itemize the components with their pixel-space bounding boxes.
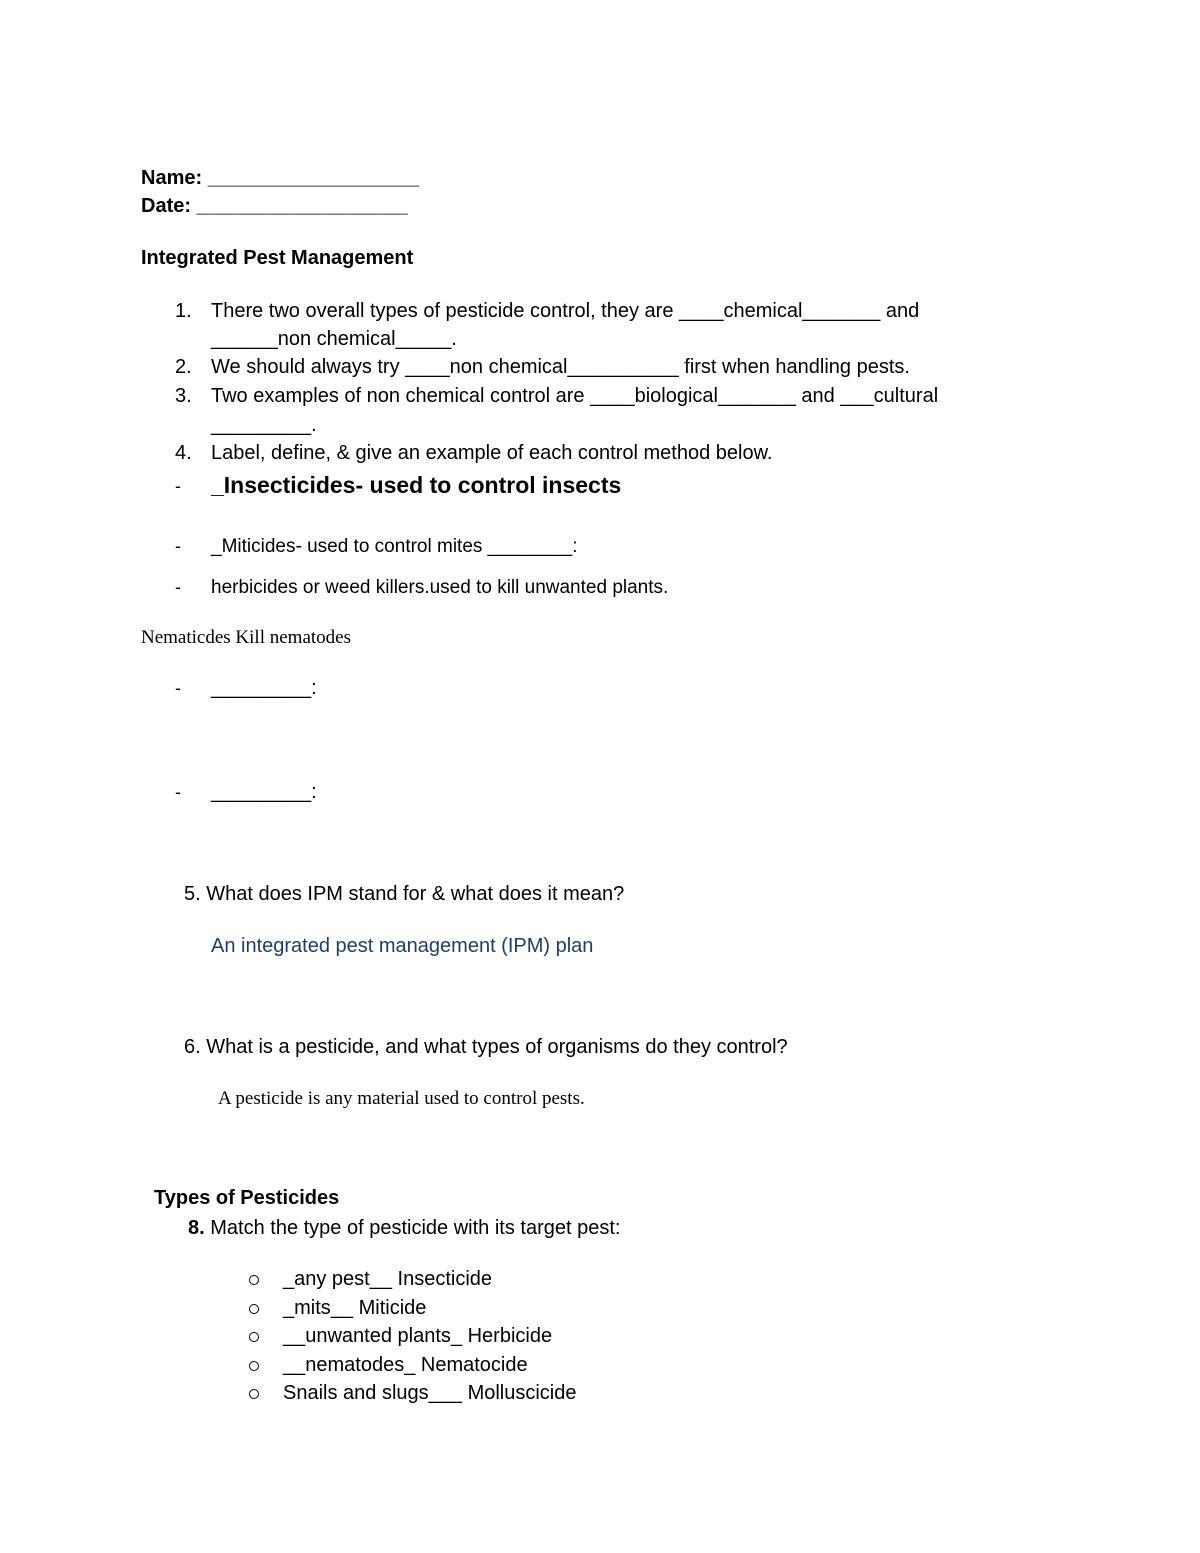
circle-bullet-icon	[249, 1304, 259, 1314]
question-3-line-1: Two examples of non chemical control are ____biological_______ and ___cultural	[211, 385, 939, 407]
question-2: We should always try ____non chemical__________ first when handling pests.	[211, 356, 910, 378]
question-8-number: 8.	[188, 1217, 205, 1239]
circle-bullet-icon	[249, 1361, 259, 1371]
herbicides-answer: herbicides or weed killers.used to kill unwanted plants.	[211, 577, 669, 598]
match-item: _mits__ Miticide	[283, 1297, 427, 1319]
insecticides-answer: _Insecticides- used to control insects	[211, 472, 622, 498]
question-number: 3.	[175, 385, 192, 407]
circle-bullet-icon	[249, 1275, 259, 1285]
question-number: 4.	[175, 442, 192, 464]
question-5: 5. What does IPM stand for & what does it mean?	[184, 883, 625, 905]
question-4: Label, define, & give an example of each control method below.	[211, 442, 773, 464]
list-bullet: -	[175, 536, 181, 556]
question-6: 6. What is a pesticide, and what types of organisms do they control?	[184, 1036, 788, 1058]
list-bullet: -	[175, 577, 181, 597]
circle-bullet-icon	[249, 1389, 259, 1399]
question-3-line-2: _________.	[211, 414, 317, 436]
question-1-line-2: ______non chemical_____.	[211, 328, 457, 350]
match-item: _any pest__ Insecticide	[283, 1268, 493, 1290]
blank-answer: _________:	[211, 677, 317, 699]
list-bullet: -	[175, 476, 181, 496]
question-8	[188, 1217, 620, 1240]
question-1-line-1: There two overall types of pesticide control, they are ____chemical_______ and	[211, 300, 920, 322]
miticides-answer: _Miticides- used to control mites ________:	[211, 536, 578, 557]
name-field-label: Name: ___________________	[141, 167, 420, 189]
question-number: 1.	[175, 300, 192, 322]
question-6-answer: A pesticide is any material used to control pests.	[218, 1088, 585, 1109]
question-5-answer: An integrated pest management (IPM) plan	[211, 935, 594, 957]
page-title: Integrated Pest Management	[141, 247, 414, 269]
match-item: Snails and slugs___ Molluscicide	[283, 1382, 577, 1404]
circle-bullet-icon	[249, 1332, 259, 1342]
match-item: __nematodes_ Nematocide	[283, 1354, 528, 1376]
list-bullet: -	[175, 678, 181, 698]
blank-answer: _________:	[211, 781, 317, 803]
match-item: __unwanted plants_ Herbicide	[283, 1325, 553, 1347]
question-8-text: Match the type of pesticide with its target pest:	[204, 1217, 621, 1239]
section-heading: Types of Pesticides	[154, 1187, 340, 1209]
list-bullet: -	[175, 782, 181, 802]
question-number: 2.	[175, 356, 192, 378]
nematicides-note: Nematicdes Kill nematodes	[141, 627, 351, 648]
date-field-label: Date: ___________________	[141, 195, 408, 217]
